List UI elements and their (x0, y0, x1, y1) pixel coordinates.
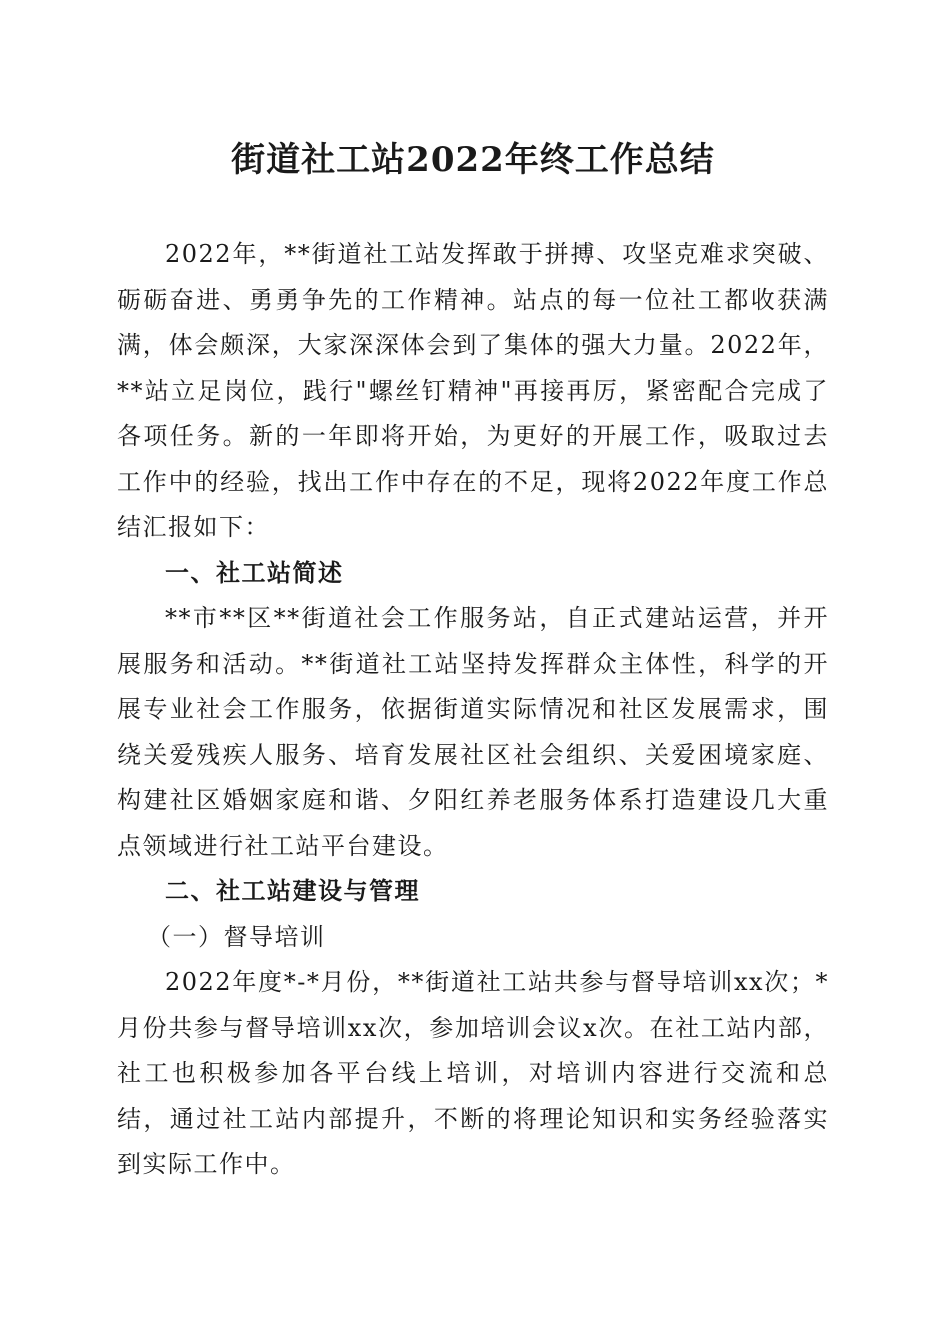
document-body (117, 232, 829, 1188)
section-overview-paragraph: **市**区**街道社会工作服务站，自正式建站运营，并开展服务和活动。**街道社工站坚持发挥群众主体性，科学的开展专业社会工作服务，依据街道实际情况和社区发展需求，围绕关爱残疾人服务、培育发展社区社会组织、关爱困境家庭、构建社区婚姻家庭和谐、夕阳红养老服务体系打造建设几大重点领域进行社工站平台建设。 (117, 604, 829, 860)
subsection-heading-training: （一）督导培训 (147, 922, 326, 951)
section-heading-construction: 二、社工站建设与管理 (165, 877, 420, 905)
subsection-training-paragraph: 2022年度*-*月份，**街道社工站共参与督导培训xx次；*月份共参与督导培训xx次，参加培训会议x次。在社工站内部，社工也积极参加各平台线上培训，对培训内容进行交流和总结，通过社工站内部提升，不断的将理论知识和实务经验落实到实际工作中。 (117, 968, 829, 1178)
document-title: 街道社工站2022年终工作总结 (231, 140, 715, 180)
intro-paragraph: 2022年，**街道社工站发挥敢于拼搏、攻坚克难求突破、砺砺奋进、勇勇争先的工作精神。站点的每一位社工都收获满满，体会颇深，大家深深体会到了集体的强大力量。2022年，**站立足岗位，践行"螺丝钉精神"再接再厉，紧密配合完成了各项任务。新的一年即将开始，为更好的开展工作，吸取过去工作中的经验，找出工作中存在的不足，现将2022年度工作总结汇报如下： (117, 240, 829, 541)
section-heading-overview: 一、社工站简述 (165, 558, 344, 587)
